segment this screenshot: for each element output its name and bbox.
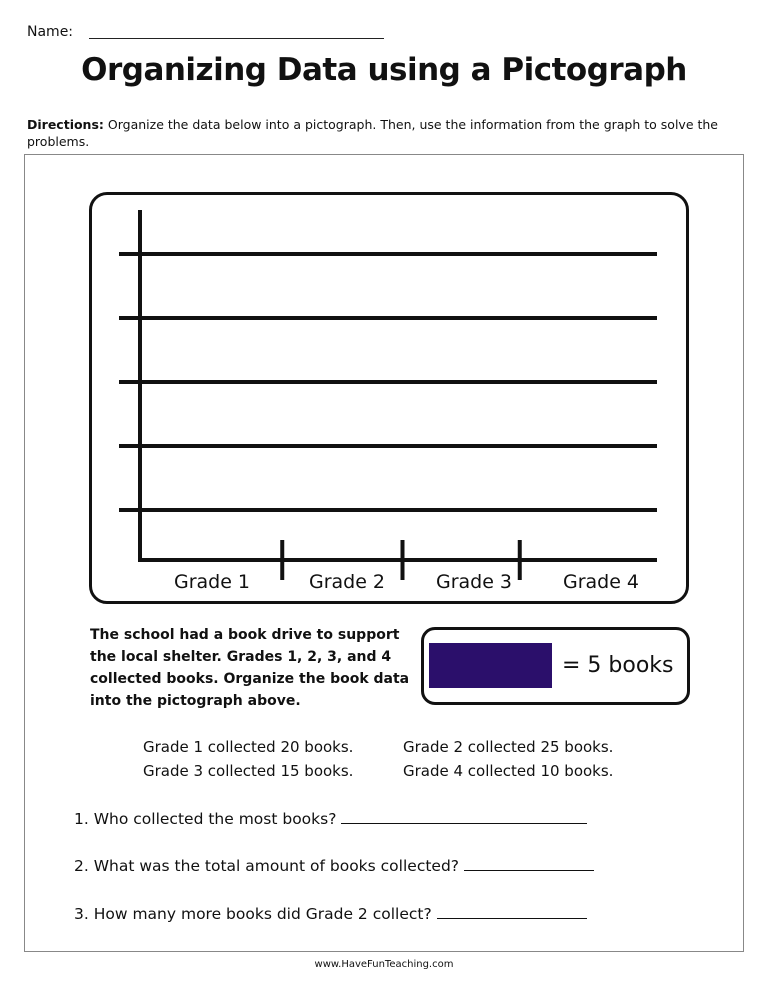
footer-url: www.HaveFunTeaching.com [314, 959, 454, 970]
category-label: Grade 1 [173, 571, 251, 593]
category-label: Grade 4 [562, 571, 640, 593]
passage [90, 624, 420, 712]
answer-2-blank[interactable] [464, 858, 594, 871]
question-3 [74, 905, 587, 923]
category-label: Grade 2 [308, 571, 386, 593]
question-1-text: 1. Who collected the most books? [74, 810, 337, 828]
fact-grade-3: Grade 3 collected 15 books. [143, 762, 354, 780]
answer-1-blank[interactable] [341, 811, 587, 824]
fact-grade-1: Grade 1 collected 20 books. [143, 738, 354, 756]
question-1 [74, 810, 587, 828]
name-blank-line[interactable] [89, 38, 384, 39]
directions-text: Organize the data below into a pictograph. Then, use the information from the graph to solve the problems. [27, 117, 718, 149]
passage-line: collected books. Organize the book data [90, 671, 410, 687]
category-label: Grade 3 [435, 571, 513, 593]
name-label: Name: [27, 24, 74, 40]
answer-3-blank[interactable] [437, 906, 587, 919]
fact-grade-2: Grade 2 collected 25 books. [403, 738, 614, 756]
book-symbol-swatch [429, 643, 552, 688]
key-label: = 5 books [562, 653, 674, 678]
question-2-text: 2. What was the total amount of books collected? [74, 857, 460, 875]
page-title: Organizing Data using a Pictograph [81, 52, 687, 88]
passage-line: The school had a book drive to support [90, 627, 400, 643]
fact-grade-4: Grade 4 collected 10 books. [403, 762, 614, 780]
pictograph-chart [89, 192, 689, 604]
directions [27, 116, 742, 150]
passage-line: into the pictograph above. [90, 693, 301, 709]
question-3-text: 3. How many more books did Grade 2 collect? [74, 905, 432, 923]
question-2 [74, 857, 594, 875]
passage-line: the local shelter. Grades 1, 2, 3, and 4 [90, 649, 392, 665]
directions-label: Directions: [27, 117, 104, 132]
